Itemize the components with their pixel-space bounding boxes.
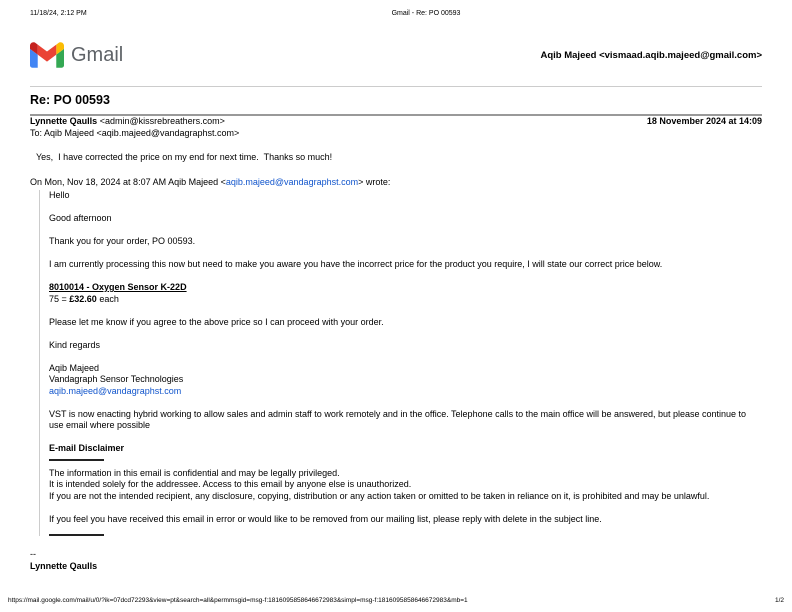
gmail-m-icon bbox=[30, 42, 64, 68]
account-owner: Aqib Majeed <vismaad.aqib.majeed@gmail.com> bbox=[540, 49, 762, 61]
price-prefix: 75 = bbox=[49, 293, 70, 304]
print-footer bbox=[8, 597, 784, 604]
message-date: 18 November 2024 at 14:09 bbox=[646, 116, 762, 126]
sender-signature bbox=[30, 549, 762, 572]
price-line bbox=[49, 294, 762, 306]
quoted-price-notice: I am currently processing this now but need to make you aware you have the incorrect price for the product you require, I will state our correct price below. bbox=[49, 259, 663, 269]
from-line bbox=[30, 116, 225, 128]
disclaimer-line-1: The information in this email is confidential and may be legally privileged. bbox=[49, 467, 340, 478]
subject-title: Re: PO 00593 bbox=[30, 93, 110, 107]
quote-end-divider bbox=[49, 534, 104, 536]
from-name: Lynnette Qaulls bbox=[30, 116, 98, 126]
sig-name: Aqib Majeed bbox=[49, 362, 100, 373]
gmail-wordmark: Gmail bbox=[71, 43, 124, 66]
quoted-greeting: Hello bbox=[49, 190, 70, 200]
print-doc-title: Gmail - Re: PO 00593 bbox=[391, 10, 461, 17]
signature-name: Lynnette Qaulls bbox=[30, 560, 98, 571]
logo-row bbox=[30, 42, 762, 68]
quoted-greeting-2: Good afternoon bbox=[49, 213, 112, 223]
print-footer-page-number: 1/2 bbox=[774, 597, 784, 604]
subject-block bbox=[30, 86, 762, 116]
print-datetime: 11/18/24, 2:12 PM bbox=[30, 10, 87, 17]
disclaimer-line-4: If you feel you have received this email in error or would like to be removed from our mailing list, please reply with delete in the subject line. bbox=[49, 513, 602, 524]
disclaimer-line-2: It is intended solely for the addressee. Access to this email by anyone else is unauthorized. bbox=[49, 479, 412, 489]
quoted-agree-line: Please let me know if you agree to the above price so I can proceed with your order. bbox=[49, 316, 384, 327]
quoted-order-line: Thank you for your order, PO 00593. bbox=[49, 236, 196, 246]
reply-text: Yes, I have corrected the price on my end for next time. Thanks so much! bbox=[36, 152, 333, 162]
to-line: To: Aqib Majeed <aqib.majeed@vandagraphst.com> bbox=[30, 127, 240, 138]
disclaimer-line-3: If you are not the intended recipient, any disclosure, copying, distribution or any action taken or omitted to be taken in reliance on it, is prohibited and may be unlawful. bbox=[49, 490, 710, 501]
sig-email-line bbox=[49, 386, 762, 398]
from-email: <admin@kissrebreathers.com> bbox=[97, 116, 225, 126]
sig-company: Vandagraph Sensor Technologies bbox=[49, 374, 184, 384]
message-body bbox=[30, 152, 762, 572]
quoted-closing: Kind regards bbox=[49, 339, 101, 350]
gmail-logo bbox=[30, 42, 123, 68]
quote-header-suffix: > wrote: bbox=[358, 176, 391, 187]
disclaimer-title: E-mail Disclaimer bbox=[49, 443, 125, 453]
price-value: £32.60 bbox=[69, 293, 97, 304]
quote-header-prefix: On Mon, Nov 18, 2024 at 8:07 AM Aqib Majeed < bbox=[30, 176, 226, 187]
quoted-message bbox=[39, 190, 762, 536]
product-title: 8010014 - Oxygen Sensor K-22D bbox=[49, 282, 187, 292]
message-meta bbox=[30, 116, 762, 139]
hybrid-working-notice: VST is now enacting hybrid working to allow sales and admin staff to work remotely and in the office. Telephone calls to the main office will be answered, but please continue to use email where possible bbox=[49, 408, 747, 430]
quote-header bbox=[30, 177, 762, 189]
print-header bbox=[30, 10, 762, 17]
signature-dashes: -- bbox=[30, 549, 36, 559]
price-suffix: each bbox=[96, 293, 119, 304]
sig-email-link[interactable]: aqib.majeed@vandagraphst.com bbox=[49, 385, 182, 396]
quoted-sender-email-link[interactable]: aqib.majeed@vandagraphst.com bbox=[225, 176, 359, 187]
disclaimer-divider bbox=[49, 459, 104, 461]
print-footer-url: https://mail.google.com/mail/u/0/?ik=07dcd72293&view=pt&search=all&permmsgid=msg-f:1816095858646672983&simpl=msg-f:1816095858646672983&mb=1 bbox=[8, 597, 468, 604]
